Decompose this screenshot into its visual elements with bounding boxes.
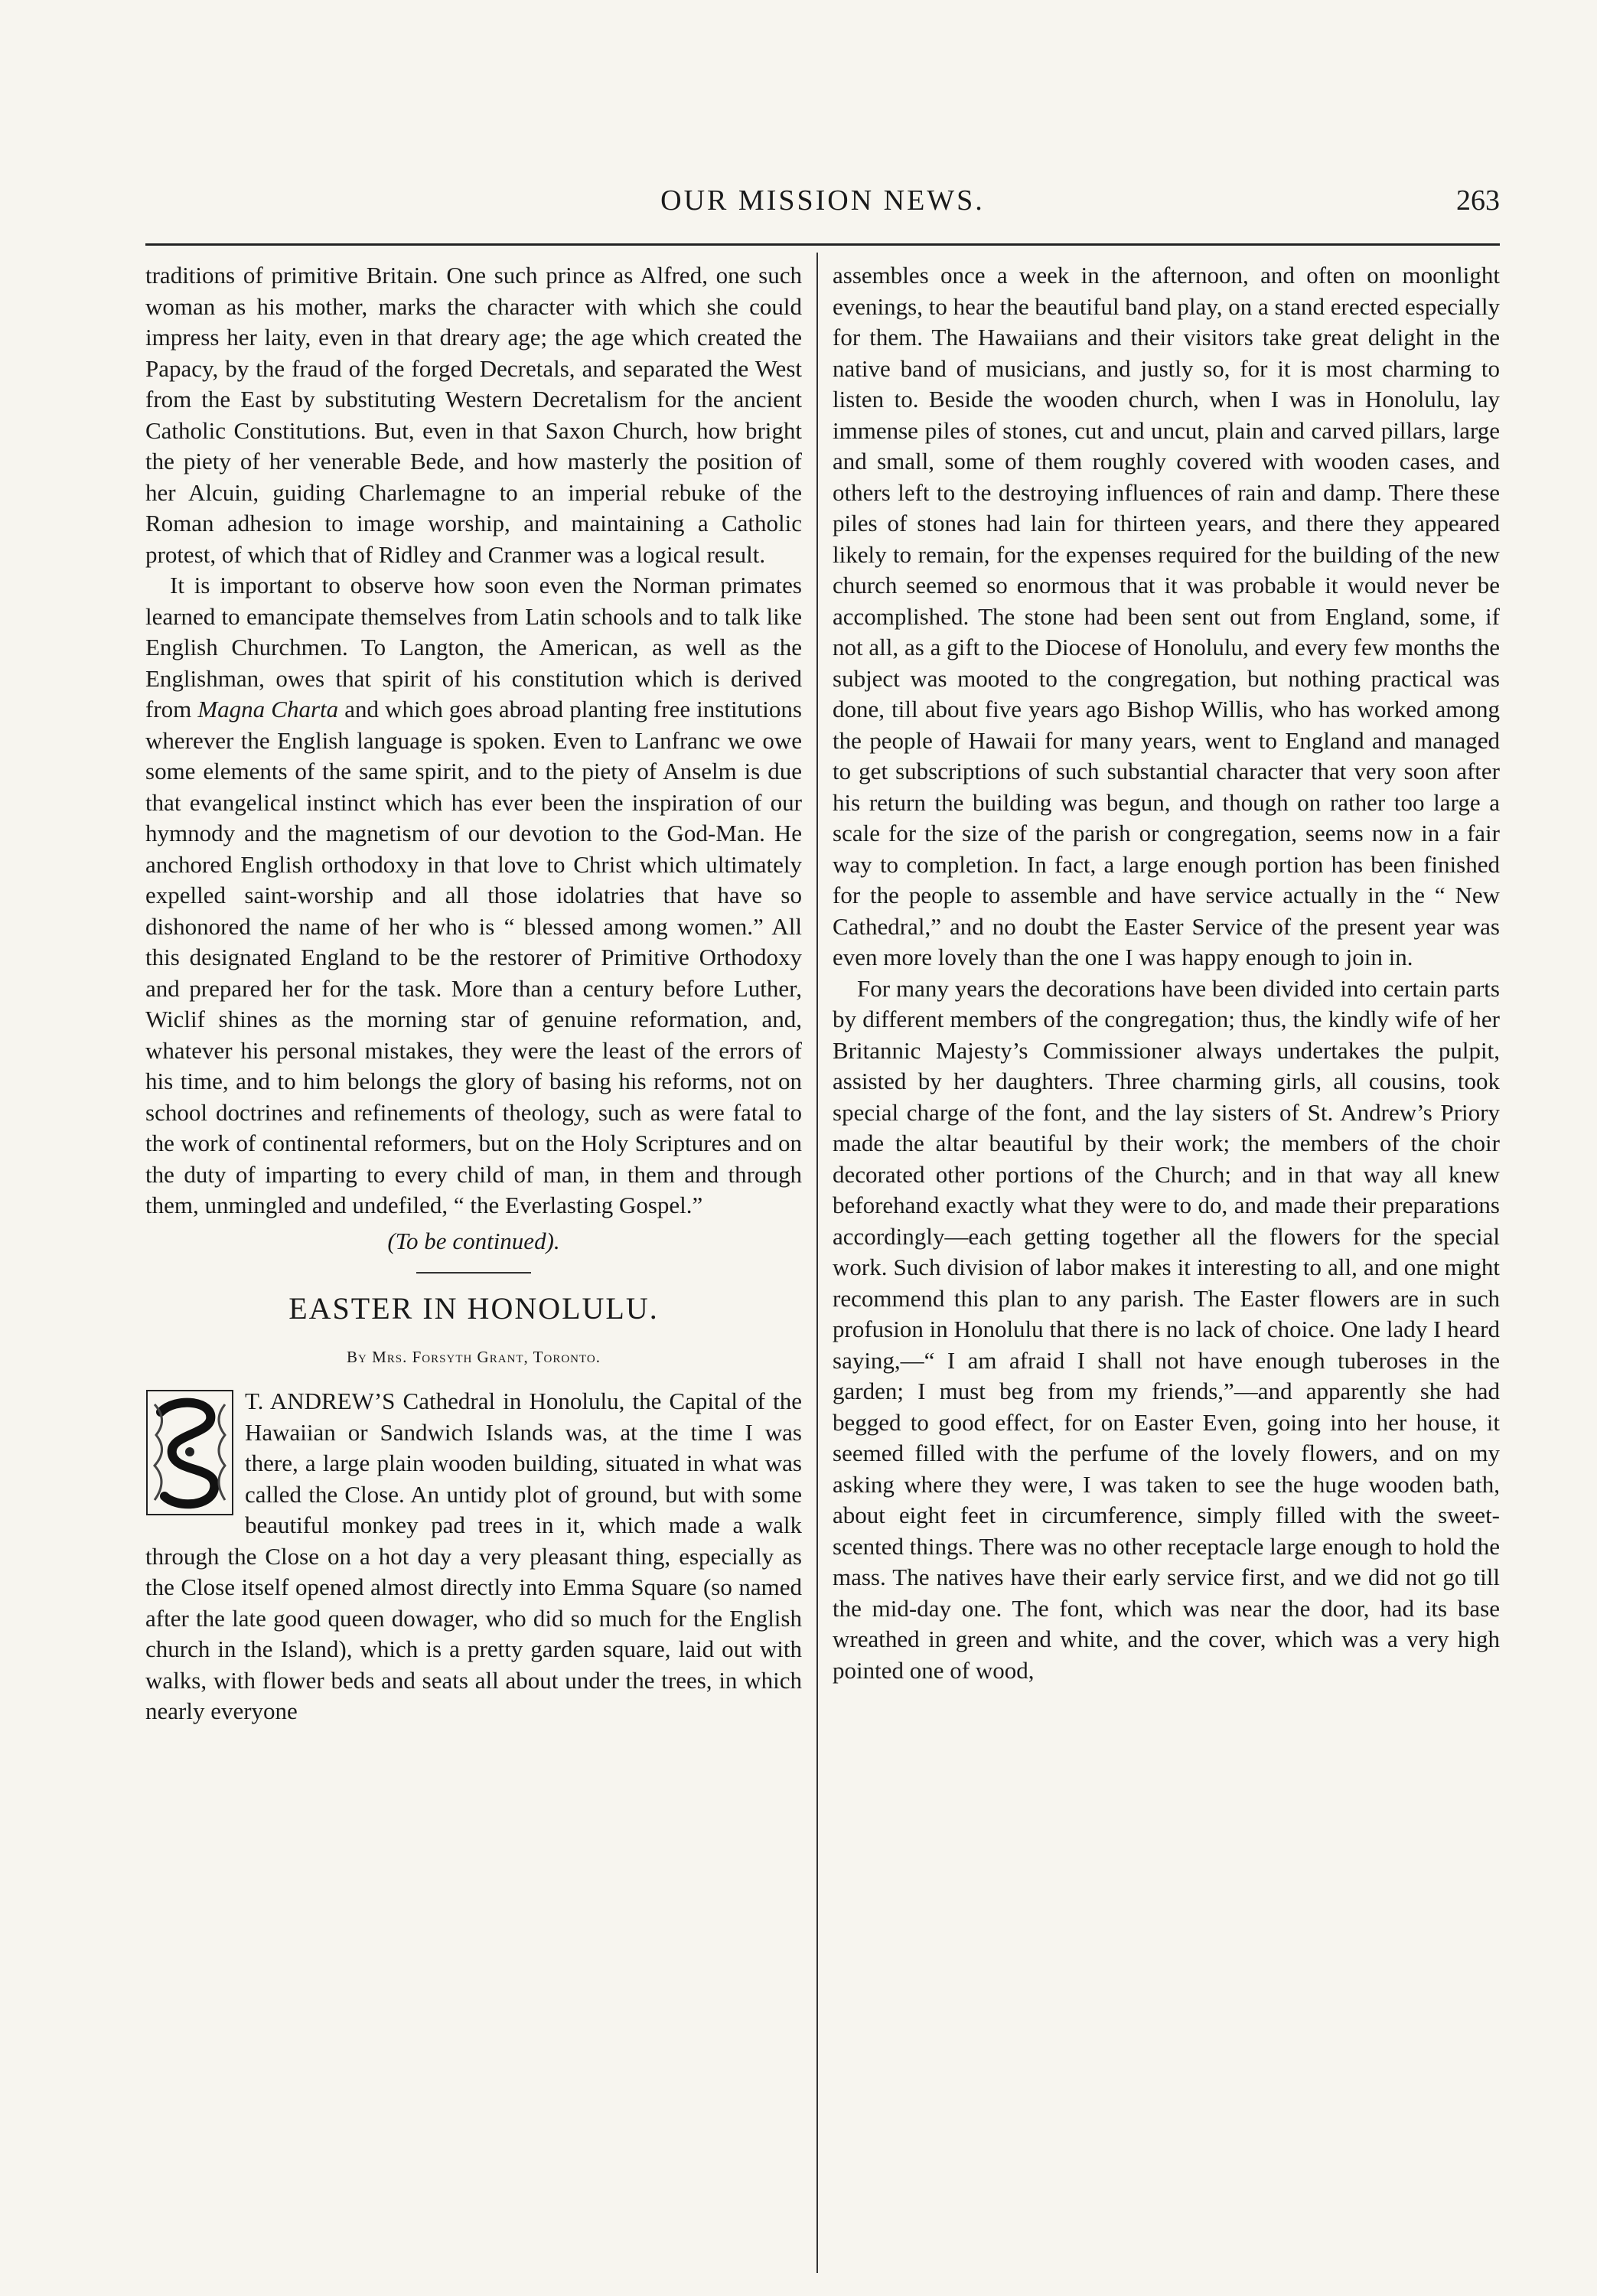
header-rule [145,243,1500,246]
page-header [145,184,1500,230]
article-title: EASTER IN HONOLULU. [288,1291,659,1326]
section-rule [416,1272,531,1274]
column-divider [816,253,818,2273]
running-title: OUR MISSION NEWS. [660,184,985,217]
paragraph: T. ANDREW’S Cathedral in Honolulu, the Capital of the Hawaiian or Sandwich Islands was, at the time I was there, a large plain wooden building, situated in what was called the Close. An untidy plot of ground, but with some beautiful monkey pad trees in it, which made a walk through the Close on a hot day a very pleasant thing, especially as the Close itself opened almost directly into Emma Square (so named after the late good queen dowager, who did so much for the English church in the Island), which is a pretty garden square, laid out with walks, with flower beds and seats all about under the trees, in which nearly everyone [145,1388,802,1724]
byline: By Mrs. Forsyth Grant, Toronto. [347,1347,601,1366]
left-column [145,260,802,2273]
page-number: 263 [1456,184,1500,217]
paragraph [145,570,802,1221]
continued-note: (To be continued). [387,1227,560,1254]
italic-title: Magna Charta [197,696,339,722]
paragraph: traditions of primitive Britain. One such prince as Alfred, one such woman as his mother, marks the character with which she could impress her laity, even in that dreary age; the age which created the Papacy, by the fraud of the forged Decretals, and separated the West from the East by substituting Western Decretalism for the ancient Catholic Constitutions. But, even in that Saxon Church, how bright the piety of her venerable Bede, and how masterly the position of her Alcuin, guiding Charlemagne to an imperial rebuke of the Roman adhesion to image worship, and maintaining a Catholic protest, of which that of Ridley and Cranmer was a logical result. [145,262,802,568]
paragraph: assembles once a week in the afternoon, and often on moonlight evenings, to hear the beautiful band play, on a stand erected especially for them. The Hawaiians and their visitors take great delight in the native band of musicians, and justly so, for it is most charming to listen to. Beside the wooden church, when I was in Honolulu, lay immense piles of stones, cut and uncut, plain and carved pillars, large and small, some of them roughly covered with wooden cases, and others left to the destroying influences of rain and damp. There these piles of stones had lain for thirteen years, and there they appeared likely to remain, for the expenses required for the building of the new church seemed so enormous that it was probable it would never be accomplished. The stone had been sent out from England, some, if not all, as a gift to the Diocese of Honolulu, and every few months the subject was mooted to the congregation, but nothing practical was done, till about five years ago Bishop Willis, who has worked among the people of Hawaii for many years, went to England and managed to get subscriptions of such substantial character that very soon after his return the building was begun, and though on rather too large a scale for the size of the parish or congregation, seems now in a fair way to completion. In fact, a large enough portion has been finished for the people to assemble and have service actually in the “ New Cathedral,” and no doubt the Easter Service of the present year was even more lovely than the one I was happy enough to join in. [833,262,1500,970]
paragraph-text: It is important to observe how soon even the Norman primates learned to emancipate themselves from Latin schools and to talk like English Churchmen. To Langton, the American, as well as the Englishman, owes that spirit of his constitution which is derived from [145,572,802,722]
paragraph: For many years the decorations have been divided into certain parts by different members of the congregation; thus, the kindly wife of her Britannic Majesty’s Commissioner always undertakes the pulpit, assisted by her daughters. Three charming girls, all cousins, took special charge of the font, and the lay sisters of St. Andrew’s Priory made the altar beautiful by their work; the members of the choir decorated other portions of the Church; and in that way all knew beforehand exactly what they were to do, and made their preparations accordingly—each getting together all the flowers for the special work. Such division of labor makes it interesting to all, and one might recommend this plan to any parish. The Easter flowers are in such profusion in Honolulu that there is no lack of choice. One lady I heard saying,—“ I am afraid I shall not have enough tuberoses in the garden; I must beg from my friends,”—and apparently she had begged to good effect, for on Easter Even, going into her house, it seemed filled with the perfume of the lovely flowers, and on my asking where they were, I was taken to see the huge wooden bath, about eight feet in circumference, simply filled with the sweet-scented things. There was no other receptacle large enough to hold the mass. The natives have their early service first, and we did not go till the mid-day one. The font, which was near the door, had its base wreathed in green and white, and the cover, which was a very high pointed one of wood, [833,974,1500,1684]
paragraph-text: and which goes abroad planting free institutions wherever the English language is spoken. Even to Lanfranc we owe some elements of the same spirit, and to the piety of Anselm is due that evangelical instinct which has ever been the inspiration of our hymnody and the magnetism of our devotion to the God-Man. He anchored English orthodoxy in that love to Christ which ultimately expelled saint-worship and all those idolatries that have so dishonored the name of her who is “ blessed among women.” All this designated England to be the restorer of Primitive Orthodoxy and prepared her for the task. More than a century before Luther, Wiclif shines as the morning star of genuine reformation, and, whatever his personal mistakes, they were the least of the errors of his time, and to him belongs the glory of basing his reforms, not on school doctrines and refinements of theology, such as were fatal to the work of continental reformers, but on the Holy Scriptures and on the duty of imparting to every child of man, in them and through them, unmingled and undefiled, “ the Everlasting Gospel.” [145,696,802,1218]
right-column [833,260,1500,2273]
ornamental-letter-s-icon [145,1389,234,1516]
